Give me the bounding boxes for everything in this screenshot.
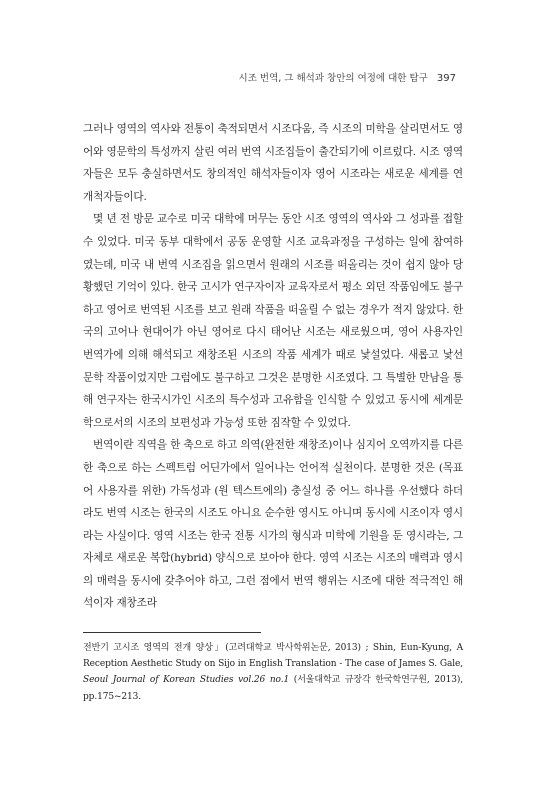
running-title: 시조 번역, 그 해석과 창안의 여정에 대한 탐구 [238,73,428,84]
footnote [83,640,463,705]
paragraph-1: 그러나 영역의 역사와 전통이 축적되면서 시조다움, 즉 시조의 미학을 살리면서도 영어와 영문학의 특성까지 살린 여러 번역 시조집들이 출간되기에 이르렀다. 시조 영역자들은 모두 충실하면서도 창의적인 해석자들이자 영어 시조라는 새로운 세계를 연 개척자들이다. [83,123,463,203]
footnote-text-before: 전반기 고시조 영역의 전개 양상」(고려대학교 박사학위논문, 2013) ; Shin, Eun-Kyung, A Reception Aesthetic Study on Sijo in English Translation - The case of James S. Gale, [83,643,463,670]
footnote-text-after: (서울대학교 규장각 한국학연구원, 2013), pp.175~213. [83,675,463,702]
page-number: 397 [436,73,456,84]
body-text [83,118,463,615]
running-header [239,70,456,84]
paragraph-3: 번역이란 직역을 한 축으로 하고 의역(완전한 재창조)이나 심지어 오역까지를 다른 한 축으로 하는 스펙트럼 어딘가에서 일어나는 언어적 실천이다. 분명한 것은 (목표어 사용자를 위한) 가독성과 (원 텍스트에의) 충실성 중 어느 하나를 우선했다 하더라도 번역 시조는 한국의 시조도 아니요 순수한 영시도 아니며 동시에 시조이자 영시라는 사실이다. 영역 시조는 한국 전통 시가의 형식과 미학에 기원을 둔 영시라는, 그 자체로 새로운 복합(hybrid) 양식으로 보아야 한다. 영역 시조는 시조의 매력과 영시의 매력을 동시에 갖추어야 하고, 그런 점에서 번역 행위는 시조에 대한 적극적인 해석이자 재창조라 [83,439,463,610]
footnote-divider [83,632,261,633]
footnote-journal-title: Seoul Journal of Korean Studies vol.26 no.1 [83,675,290,686]
paragraph-2: 몇 년 전 방문 교수로 미국 대학에 머무는 동안 시조 영역의 역사와 그 성과를 접할 수 있었다. 미국 동부 대학에서 공동 운영할 시조 교육과정을 구성하는 일에 참여하였는데, 미국 내 번역 시조집을 읽으면서 원래의 시조를 떠올리는 것이 쉽지 않아 당황했던 기억이 있다. 한국 고시가 연구자이자 교육자로서 평소 외던 작품임에도 불구하고 영어로 번역된 시조를 보고 원래 작품을 떠올릴 수 없는 경우가 적지 않았다. 한국의 고어나 현대어가 아닌 영어로 다시 태어난 시조는 새로웠으며, 영어 사용자인 번역가에 의해 해석되고 재창조된 시조의 작품 세계가 때로 낯설었다. 새롭고 낯선 문학 작품이었지만 그럼에도 불구하고 그것은 분명한 시조였다. 그 특별한 만남을 통해 연구자는 한국시가인 시조의 특수성과 고유함을 인식할 수 있었고 동시에 세계문학으로서의 시조의 보편성과 가능성 또한 짐작할 수 있었다. [83,213,463,429]
